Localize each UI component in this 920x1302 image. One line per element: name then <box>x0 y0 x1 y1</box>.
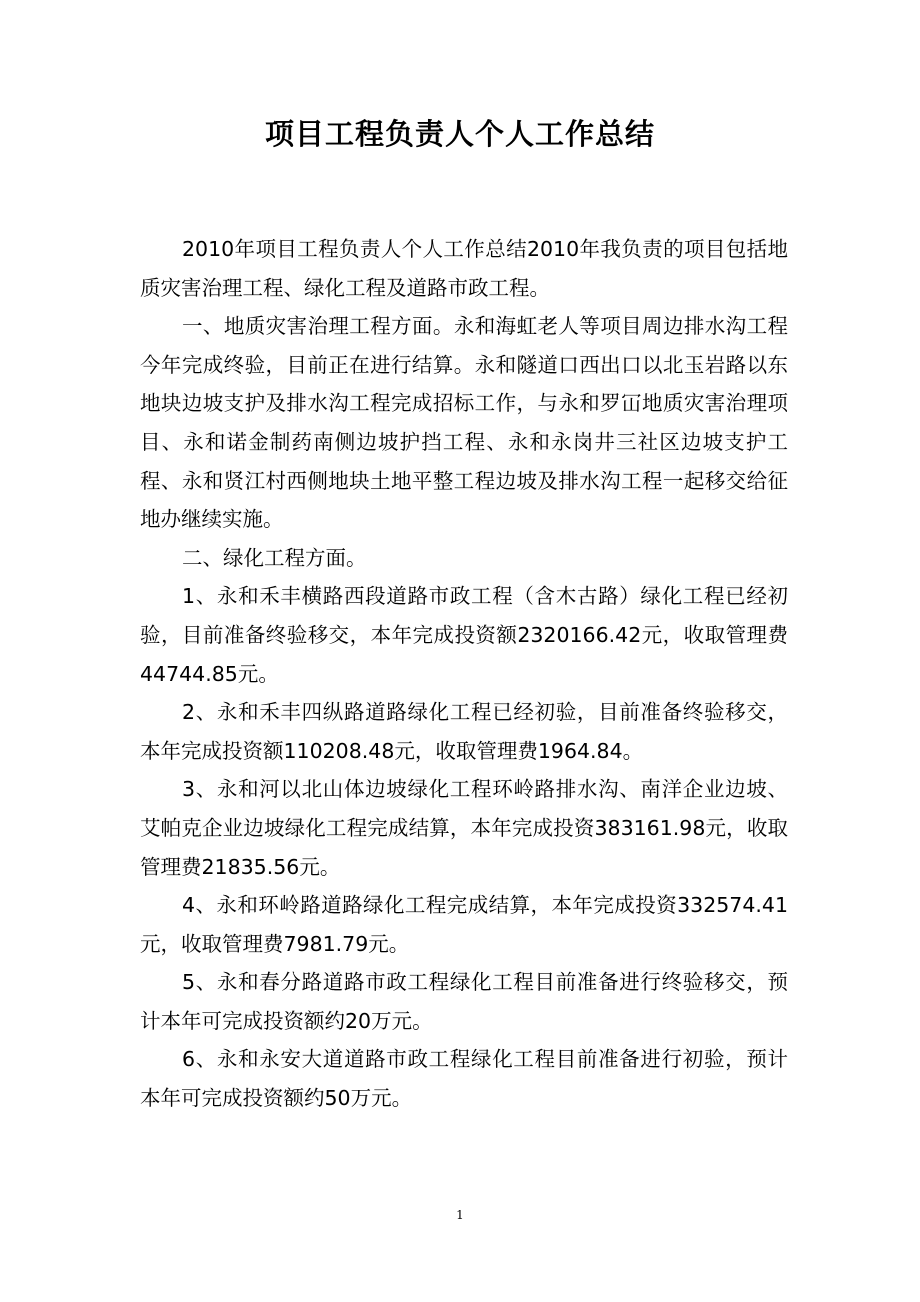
paragraph-greening-heading: 二、绿化工程方面。 <box>182 545 367 570</box>
document-title: 项目工程负责人个人工作总结 <box>264 117 655 151</box>
document-body <box>140 230 788 1118</box>
paragraph-item-3: 3、永和河以北山体边坡绿化工程环岭路排水沟、南洋企业边坡、艾帕克企业边坡绿化工程完成结算，本年完成投资383161.98元，收取管理费21835.56元。 <box>140 777 788 879</box>
page-number: 1 <box>456 1208 464 1222</box>
paragraph-item-4: 4、永和环岭路道路绿化工程完成结算，本年完成投资332574.41元，收取管理费7981.79元。 <box>140 893 788 956</box>
paragraph-geological-hazard: 一、地质灾害治理工程方面。永和海虹老人等项目周边排水沟工程今年完成终验，目前正在进行结算。永和隧道口西出口以北玉岩路以东地块边坡支护及排水沟工程完成招标工作，与永和罗冚地质灾害治理项目、永和诺金制药南侧边坡护挡工程、永和永岗井三社区边坡支护工程、永和贤江村西侧地块土地平整工程边坡及排水沟工程一起移交给征地办继续实施。 <box>140 314 788 532</box>
paragraph-item-2: 2、永和禾丰四纵路道路绿化工程已经初验，目前准备终验移交，本年完成投资额110208.48元，收取管理费1964.84。 <box>140 700 788 763</box>
paragraph-intro: 2010年项目工程负责人个人工作总结2010年我负责的项目包括地质灾害治理工程、绿化工程及道路市政工程。 <box>140 237 788 300</box>
paragraph-item-5: 5、永和春分路道路市政工程绿化工程目前准备进行终验移交，预计本年可完成投资额约20万元。 <box>140 970 788 1033</box>
paragraph-item-6: 6、永和永安大道道路市政工程绿化工程目前准备进行初验，预计本年可完成投资额约50万元。 <box>140 1047 788 1111</box>
paragraph-item-1: 1、永和禾丰横路西段道路市政工程（含木古路）绿化工程已经初验，目前准备终验移交，本年完成投资额2320166.42元，收取管理费44744.85元。 <box>140 584 788 686</box>
